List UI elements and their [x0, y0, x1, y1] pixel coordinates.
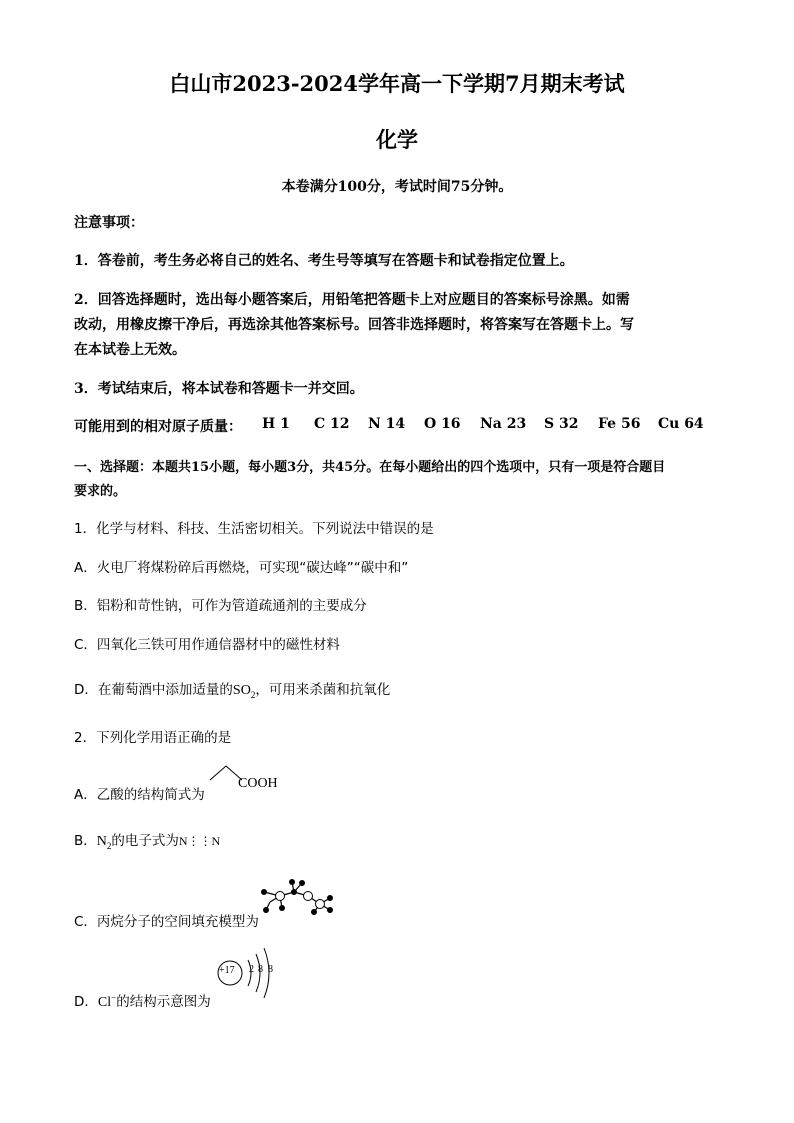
q1-option-b: B．铝粉和苛性钠，可作为管道疏通剂的主要成分: [74, 598, 367, 614]
q1-option-c: C．四氧化三铁可用作通信器材中的磁性材料: [74, 637, 340, 653]
exam-info: 本卷满分100分，考试时间75分钟。: [281, 179, 513, 195]
q1-option-a: A．火电厂将煤粉碎后再燃烧，可实现“碳达峰”“碳中和”: [74, 560, 409, 576]
q2-option-c: C．丙烷分子的空间填充模型为: [74, 914, 259, 930]
notice-2-line2: 改动，用橡皮擦干净后，再选涂其他答案标号。回答非选择题时，将答案写在答题卡上。写: [74, 317, 634, 333]
atomic-masses-label: 可能用到的相对原子质量：: [74, 419, 242, 435]
q1-option-d-suffix: ，可用来杀菌和抗氧化: [255, 682, 391, 698]
q1-stem: 1．化学与材料、科技、生活密切相关。下列说法中错误的是: [74, 521, 434, 537]
q2-option-d-prefix: D．: [74, 994, 98, 1010]
atomic-mass-cu: Cu 64: [658, 416, 704, 432]
cl-ion-structure-diagram: [216, 946, 278, 1000]
q1-option-d: [74, 678, 390, 700]
q2-option-b: [74, 829, 220, 851]
atomic-mass-n: N 14: [368, 416, 406, 432]
cl-charge: −: [111, 992, 117, 1003]
n2-subscript: 2: [106, 840, 112, 851]
q2-option-d: [74, 990, 211, 1011]
shell-3-electrons: 8: [268, 964, 273, 975]
n2-electron-formula: N⋮⋮N: [178, 834, 221, 848]
nucleus-charge: +17: [219, 965, 235, 976]
exam-title: 白山市2023-2024学年高一下学期7月期末考试: [169, 71, 625, 96]
notice-2-line3: 在本试卷上无效。: [74, 342, 186, 358]
shell-2-electrons: 8: [258, 964, 263, 975]
atomic-mass-h: H 1: [262, 416, 290, 432]
propane-space-filling-model-icon: [258, 878, 340, 918]
cl-symbol: Cl: [97, 995, 112, 1010]
atomic-mass-c: C 12: [314, 416, 350, 432]
so2-subscript: 2: [250, 689, 256, 700]
atomic-mass-s: S 32: [544, 416, 579, 432]
q2-option-b-mid: 的电子式为: [111, 833, 179, 849]
notice-1: 1．答卷前，考生务必将自己的姓名、考生号等填写在答题卡和试卷指定位置上。: [74, 253, 574, 269]
notice-3: 3．考试结束后，将本试卷和答题卡一并交回。: [74, 381, 364, 397]
so2-formula: [233, 683, 255, 698]
atomic-mass-na: Na 23: [480, 416, 527, 432]
exam-subject: 化学: [376, 127, 418, 152]
q2-option-b-prefix: B．: [74, 833, 97, 849]
acetic-acid-formula: COOH: [238, 776, 278, 791]
q2-option-a: A．乙酸的结构简式为: [74, 787, 205, 803]
section-heading-line1: 一、选择题：本题共15小题，每小题3分，共45分。在每小题给出的四个选项中，只有一项是符合题目: [74, 460, 666, 475]
cl-ion-formula: [97, 992, 117, 1010]
notice-2-line1: 2．回答选择题时，选出每小题答案后，用铅笔把答题卡上对应题目的答案标号涂黑。如需: [74, 292, 630, 308]
n2-formula: [97, 834, 112, 849]
atomic-mass-fe: Fe 56: [598, 416, 641, 432]
notice-heading: 注意事项：: [74, 215, 144, 231]
shell-1-electrons: 2: [249, 964, 254, 975]
so2-symbol: SO: [232, 683, 251, 698]
q1-option-d-prefix: D．在葡萄酒中添加适量的: [74, 682, 233, 698]
q2-stem: 2．下列化学用语正确的是: [74, 730, 232, 746]
n2-symbol: N: [96, 834, 107, 849]
section-heading-line2: 要求的。: [74, 484, 127, 499]
q2-option-d-suffix: 的结构示意图为: [116, 994, 211, 1010]
atomic-mass-o: O 16: [424, 416, 461, 432]
